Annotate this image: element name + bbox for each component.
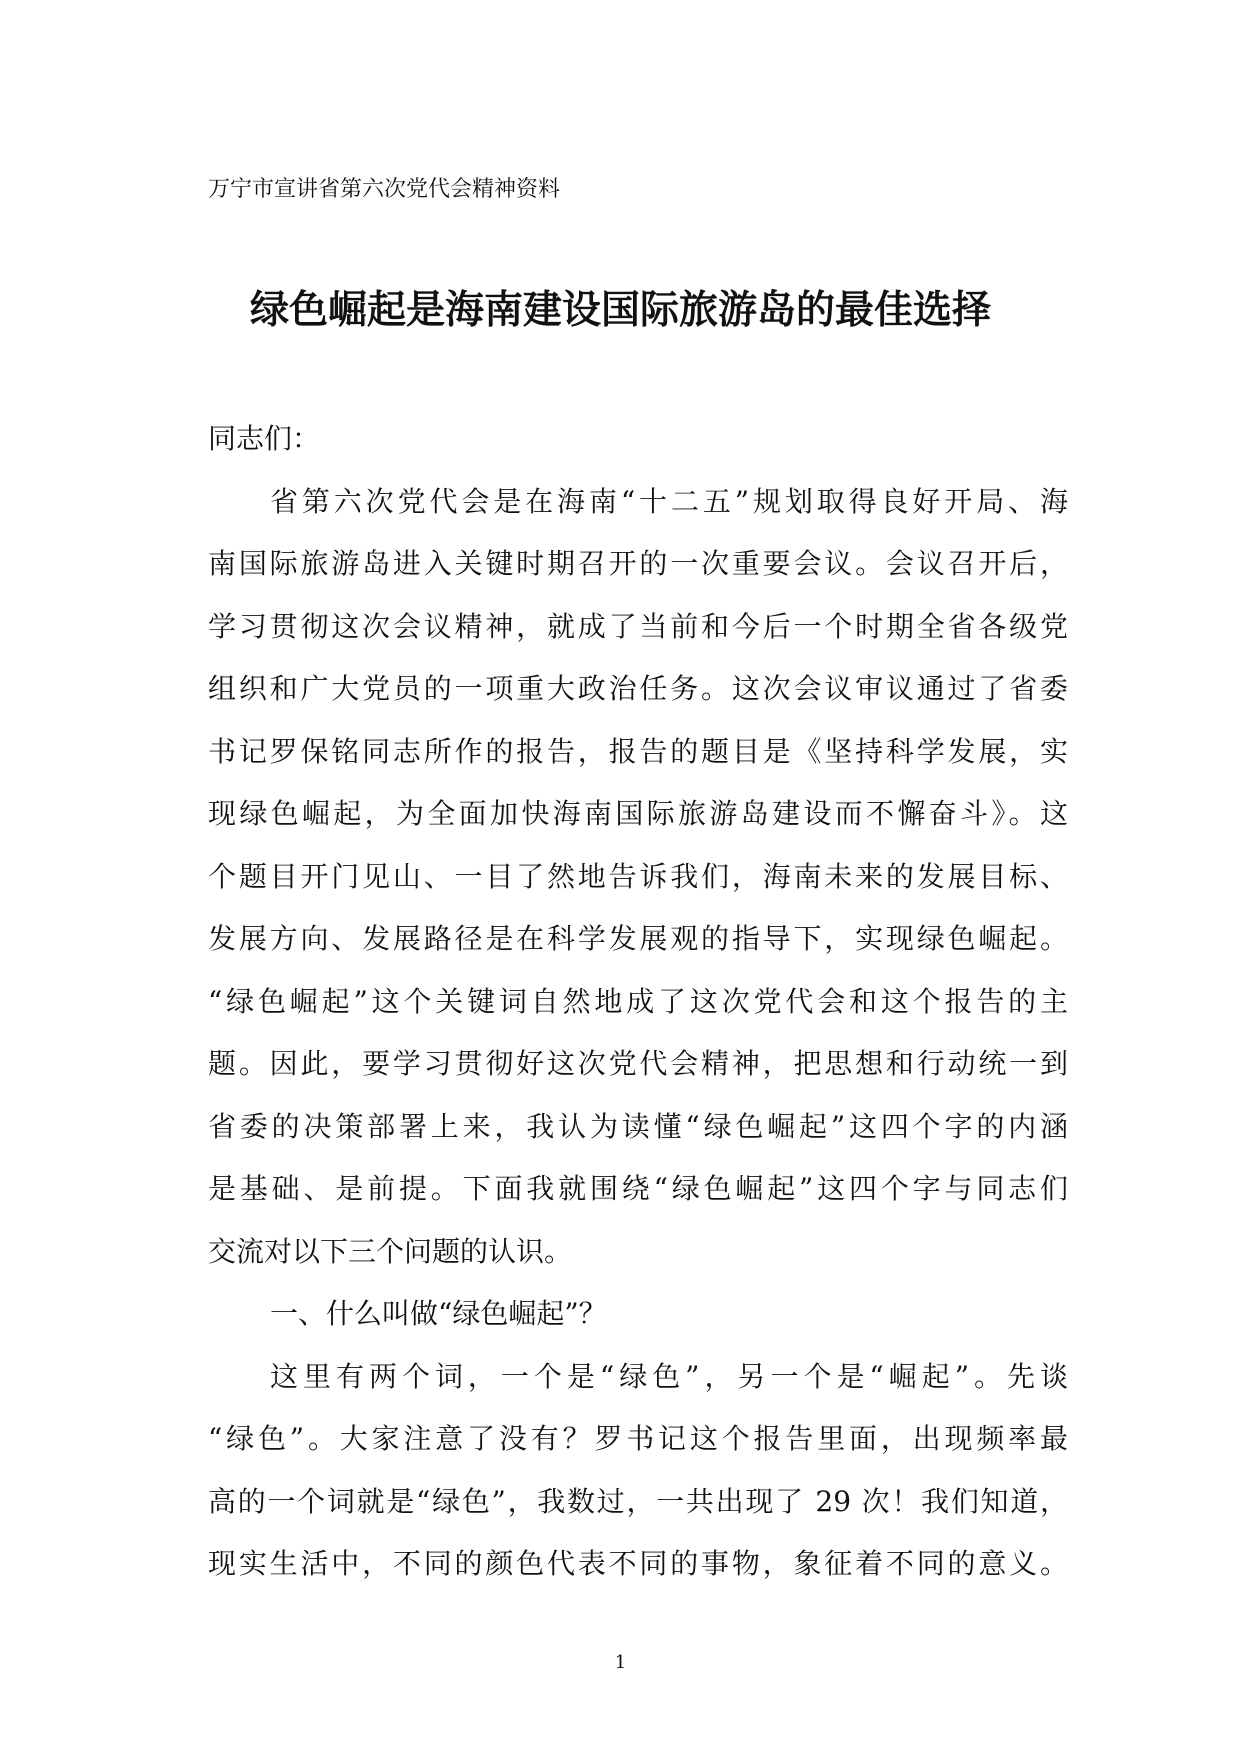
paragraph-1-line-13: 交流对以下三个问题的认识。: [208, 1234, 573, 1268]
paragraph-1-line-4: 组织和广大党员的一项重大政治任务。这次会议审议通过了省委: [208, 672, 1068, 705]
paragraph-2-line-1: 这里有两个词，一个是“绿色”，另一个是“崛起”。先谈: [270, 1359, 1068, 1393]
paragraph-1-line-11: 省委的决策部署上来，我认为读懂“绿色崛起”这四个字的内涵: [208, 1109, 1068, 1143]
paragraph-2-line-3: 高的一个词就是“绿色”，我数过，一共出现了 29 次！我们知道，: [208, 1484, 1068, 1518]
paragraph-1-line-7: 个题目开门见山、一目了然地告诉我们，海南未来的发展目标、: [208, 859, 1068, 893]
paragraph-1-line-9: “绿色崛起”这个关键词自然地成了这次党代会和这个报告的主: [208, 984, 1068, 1018]
paragraph-1-line-2: 南国际旅游岛进入关键时期召开的一次重要会议。会议召开后，: [208, 547, 1068, 580]
salutation-line: 同志们：: [208, 422, 321, 455]
paragraph-1-line-6: 现绿色崛起，为全面加快海南国际旅游岛建设而不懈奋斗》。这: [208, 797, 1068, 830]
paragraph-1-line-5: 书记罗保铭同志所作的报告，报告的题目是《坚持科学发展，实: [208, 734, 1068, 768]
paragraph-1-line-10: 题。因此，要学习贯彻好这次党代会精神，把思想和行动统一到: [208, 1047, 1068, 1080]
document-title: 绿色崛起是海南建设国际旅游岛的最佳选择: [249, 287, 991, 333]
page-number: 1: [614, 1652, 627, 1673]
paragraph-2-line-4: 现实生活中，不同的颜色代表不同的事物，象征着不同的意义。: [208, 1547, 1068, 1580]
paragraph-1-line-8: 发展方向、发展路径是在科学发展观的指导下，实现绿色崛起。: [208, 922, 1068, 955]
header-note: 万宁市宣讲省第六次党代会精神资料: [208, 177, 561, 202]
paragraph-1-line-3: 学习贯彻这次会议精神，就成了当前和今后一个时期全省各级党: [208, 609, 1068, 643]
paragraph-2-line-2: “绿色”。大家注意了没有？罗书记这个报告里面，出现频率最: [208, 1422, 1068, 1455]
paragraph-1-line-12: 是基础、是前提。下面我就围绕“绿色崛起”这四个字与同志们: [208, 1172, 1068, 1205]
body-text: [208, 408, 1068, 1596]
paragraph-1-line-1: 省第六次党代会是在海南“十二五”规划取得良好开局、海: [270, 484, 1068, 518]
section-heading-1: 一、什么叫做“绿色崛起”？: [270, 1297, 607, 1330]
